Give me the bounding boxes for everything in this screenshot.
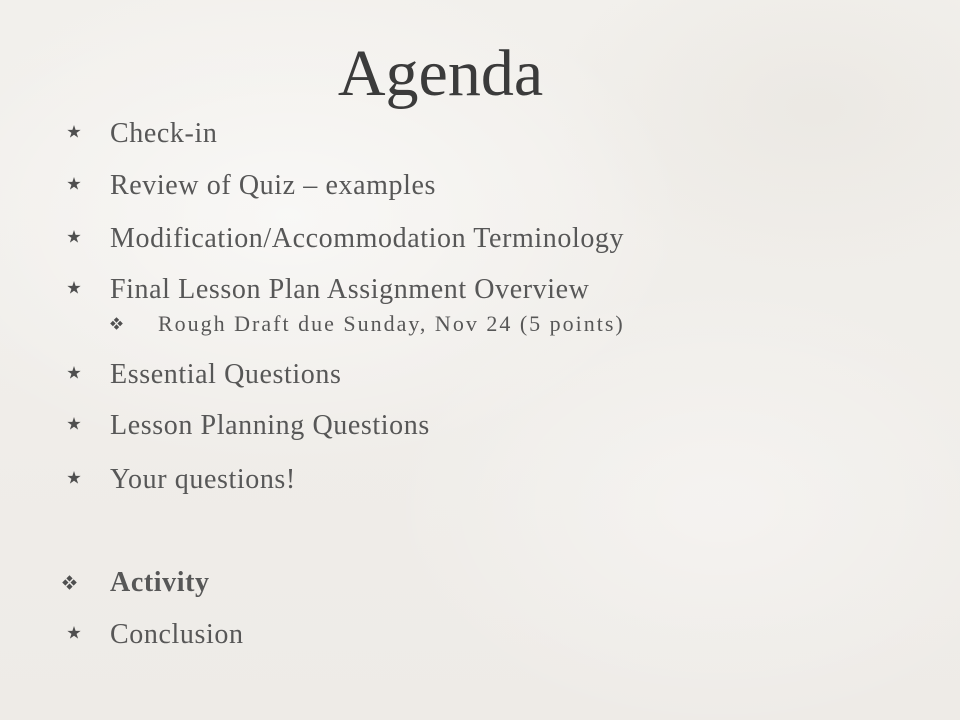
agenda-item-label: Essential Questions [110, 359, 342, 390]
agenda-item [0, 409, 900, 443]
agenda-subitem [0, 310, 900, 338]
agenda-item [0, 358, 900, 392]
star-bullet-icon [67, 417, 81, 431]
agenda-item [0, 273, 900, 307]
star-bullet-icon [67, 177, 81, 191]
slide-title: Agenda [337, 37, 544, 110]
diamond-bullet-icon [62, 575, 77, 590]
agenda-item [0, 117, 900, 151]
star-bullet-icon [67, 626, 81, 640]
star-bullet-icon [67, 281, 81, 295]
agenda-item [0, 463, 900, 497]
agenda-item [0, 618, 900, 652]
agenda-item-label: Final Lesson Plan Assignment Overview [110, 274, 590, 305]
agenda-item-label: Conclusion [110, 619, 244, 650]
agenda-item-label: Modification/Accommodation Terminology [110, 223, 625, 254]
agenda-item-label: Activity [110, 567, 210, 598]
agenda-subitem-label: Rough Draft due Sunday, Nov 24 (5 points) [158, 311, 625, 336]
star-bullet-icon [67, 230, 81, 244]
agenda-item-label: Your questions! [110, 464, 296, 495]
agenda-item-label: Review of Quiz – examples [110, 170, 437, 201]
star-bullet-icon [67, 366, 81, 380]
agenda-item [0, 169, 900, 203]
agenda-item [0, 222, 900, 256]
star-bullet-icon [67, 471, 81, 485]
diamond-bullet-icon [110, 317, 123, 330]
star-bullet-icon [67, 125, 81, 139]
agenda-item-label: Lesson Planning Questions [110, 410, 430, 441]
agenda-item-label: Check-in [110, 118, 218, 149]
agenda-item-activity [0, 566, 900, 600]
